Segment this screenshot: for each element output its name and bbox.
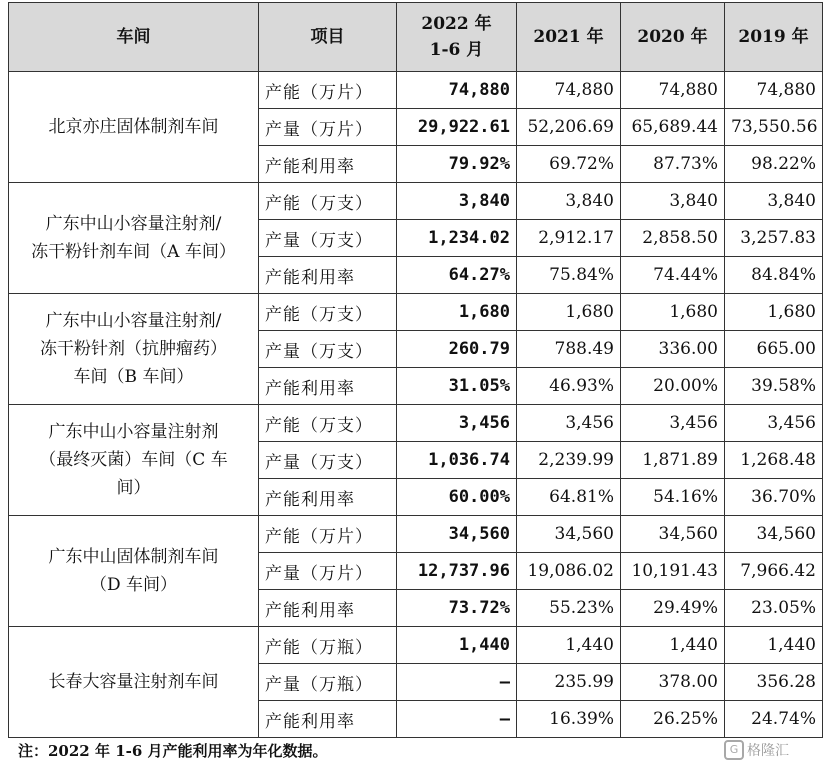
metric-cell: 产能利用率 (259, 590, 397, 627)
metric-cell: 产量（万支） (259, 331, 397, 368)
value-cell-2021: 3,840 (517, 183, 621, 220)
metric-cell: 产能利用率 (259, 701, 397, 738)
value-cell-2019: 24.74% (725, 701, 823, 738)
metric-cell: 产能（万支） (259, 294, 397, 331)
workshop-line: 广东中山小容量注射剂/ (45, 311, 222, 331)
value-cell-2019: 7,966.42 (725, 553, 823, 590)
metric-cell: 产能（万瓶） (259, 627, 397, 664)
table-row (9, 72, 823, 109)
value-cell-2021: 46.93% (517, 368, 621, 405)
value-cell-2021: 235.99 (517, 664, 621, 701)
value-cell-2021: 2,239.99 (517, 442, 621, 479)
header-2022-line1: 2022 年 (421, 14, 492, 34)
value-cell-2020: 20.00% (621, 368, 725, 405)
workshop-line: 广东中山小容量注射剂 (48, 422, 219, 442)
capacity-table (8, 2, 823, 738)
workshop-line: （最终灭菌）车间（C 车 (39, 450, 228, 470)
metric-cell: 产量（万支） (259, 220, 397, 257)
metric-cell: 产能（万片） (259, 72, 397, 109)
value-cell-2022: 31.05% (397, 368, 517, 405)
value-cell-2020: 1,871.89 (621, 442, 725, 479)
value-cell-2022: – (397, 664, 517, 701)
workshop-line: 间） (116, 478, 151, 498)
header-row (9, 3, 823, 72)
value-cell-2022: 3,840 (397, 183, 517, 220)
table-body (9, 72, 823, 738)
value-cell-2022: 34,560 (397, 516, 517, 553)
value-cell-2020: 378.00 (621, 664, 725, 701)
metric-cell: 产能（万支） (259, 405, 397, 442)
value-cell-2020: 3,456 (621, 405, 725, 442)
workshop-cell (9, 627, 259, 738)
workshop-cell (9, 183, 259, 294)
value-cell-2019: 3,840 (725, 183, 823, 220)
value-cell-2019: 36.70% (725, 479, 823, 516)
value-cell-2019: 3,257.83 (725, 220, 823, 257)
metric-cell: 产量（万片） (259, 109, 397, 146)
value-cell-2020: 2,858.50 (621, 220, 725, 257)
value-cell-2019: 23.05% (725, 590, 823, 627)
value-cell-2020: 65,689.44 (621, 109, 725, 146)
value-cell-2019: 73,550.56 (725, 109, 823, 146)
table-row (9, 183, 823, 220)
value-cell-2019: 1,268.48 (725, 442, 823, 479)
value-cell-2022: 1,036.74 (397, 442, 517, 479)
value-cell-2021: 788.49 (517, 331, 621, 368)
watermark-logo-icon: G (724, 740, 744, 760)
workshop-line: 长春大容量注射剂车间 (48, 672, 219, 692)
header-2020: 2020 年 (621, 3, 725, 72)
workshop-cell (9, 294, 259, 405)
value-cell-2019: 356.28 (725, 664, 823, 701)
value-cell-2020: 3,840 (621, 183, 725, 220)
value-cell-2022: 29,922.61 (397, 109, 517, 146)
workshop-line: 北京亦庄固体制剂车间 (48, 117, 219, 137)
value-cell-2022: 74,880 (397, 72, 517, 109)
value-cell-2019: 39.58% (725, 368, 823, 405)
value-cell-2020: 74.44% (621, 257, 725, 294)
value-cell-2020: 54.16% (621, 479, 725, 516)
value-cell-2022: 73.72% (397, 590, 517, 627)
value-cell-2021: 1,440 (517, 627, 621, 664)
table-row (9, 405, 823, 442)
value-cell-2019: 3,456 (725, 405, 823, 442)
value-cell-2022: 12,737.96 (397, 553, 517, 590)
workshop-line: 广东中山小容量注射剂/ (45, 214, 222, 234)
value-cell-2021: 69.72% (517, 146, 621, 183)
value-cell-2021: 19,086.02 (517, 553, 621, 590)
header-2019: 2019 年 (725, 3, 823, 72)
value-cell-2019: 1,440 (725, 627, 823, 664)
header-2022h1 (397, 3, 517, 72)
value-cell-2022: 1,680 (397, 294, 517, 331)
metric-cell: 产能（万片） (259, 516, 397, 553)
workshop-line: 车间（B 车间） (73, 367, 194, 387)
value-cell-2020: 336.00 (621, 331, 725, 368)
workshop-cell (9, 405, 259, 516)
value-cell-2021: 55.23% (517, 590, 621, 627)
value-cell-2019: 74,880 (725, 72, 823, 109)
metric-cell: 产量（万支） (259, 442, 397, 479)
value-cell-2022: – (397, 701, 517, 738)
table-row (9, 516, 823, 553)
workshop-line: （D 车间） (89, 575, 178, 595)
workshop-line: 广东中山固体制剂车间 (48, 547, 219, 567)
metric-cell: 产能利用率 (259, 479, 397, 516)
table-row (9, 294, 823, 331)
value-cell-2022: 60.00% (397, 479, 517, 516)
value-cell-2021: 52,206.69 (517, 109, 621, 146)
header-item: 项目 (259, 3, 397, 72)
value-cell-2019: 1,680 (725, 294, 823, 331)
value-cell-2022: 260.79 (397, 331, 517, 368)
value-cell-2020: 29.49% (621, 590, 725, 627)
value-cell-2020: 26.25% (621, 701, 725, 738)
table-row (9, 627, 823, 664)
metric-cell: 产能（万支） (259, 183, 397, 220)
workshop-line: 冻干粉针剂（抗肿瘤药） (40, 339, 227, 359)
header-workshop: 车间 (9, 3, 259, 72)
workshop-cell (9, 516, 259, 627)
workshop-line: 冻干粉针剂车间（A 车间） (31, 242, 236, 262)
value-cell-2021: 34,560 (517, 516, 621, 553)
metric-cell: 产能利用率 (259, 368, 397, 405)
value-cell-2022: 1,440 (397, 627, 517, 664)
value-cell-2022: 64.27% (397, 257, 517, 294)
value-cell-2021: 1,680 (517, 294, 621, 331)
value-cell-2019: 665.00 (725, 331, 823, 368)
value-cell-2021: 2,912.17 (517, 220, 621, 257)
value-cell-2019: 98.22% (725, 146, 823, 183)
value-cell-2022: 79.92% (397, 146, 517, 183)
metric-cell: 产能利用率 (259, 257, 397, 294)
value-cell-2021: 16.39% (517, 701, 621, 738)
header-2021: 2021 年 (517, 3, 621, 72)
value-cell-2019: 84.84% (725, 257, 823, 294)
value-cell-2020: 10,191.43 (621, 553, 725, 590)
value-cell-2021: 3,456 (517, 405, 621, 442)
value-cell-2022: 3,456 (397, 405, 517, 442)
workshop-cell (9, 72, 259, 183)
value-cell-2019: 34,560 (725, 516, 823, 553)
value-cell-2022: 1,234.02 (397, 220, 517, 257)
watermark (724, 740, 789, 760)
value-cell-2020: 1,440 (621, 627, 725, 664)
footnote: 注：2022 年 1-6 月产能利用率为年化数据。 (18, 742, 328, 760)
value-cell-2021: 75.84% (517, 257, 621, 294)
value-cell-2020: 87.73% (621, 146, 725, 183)
header-2022-line2: 1-6 月 (429, 40, 484, 60)
metric-cell: 产量（万瓶） (259, 664, 397, 701)
value-cell-2020: 74,880 (621, 72, 725, 109)
value-cell-2020: 34,560 (621, 516, 725, 553)
metric-cell: 产量（万片） (259, 553, 397, 590)
watermark-text: 格隆汇 (747, 743, 789, 759)
value-cell-2020: 1,680 (621, 294, 725, 331)
metric-cell: 产能利用率 (259, 146, 397, 183)
value-cell-2021: 74,880 (517, 72, 621, 109)
value-cell-2021: 64.81% (517, 479, 621, 516)
